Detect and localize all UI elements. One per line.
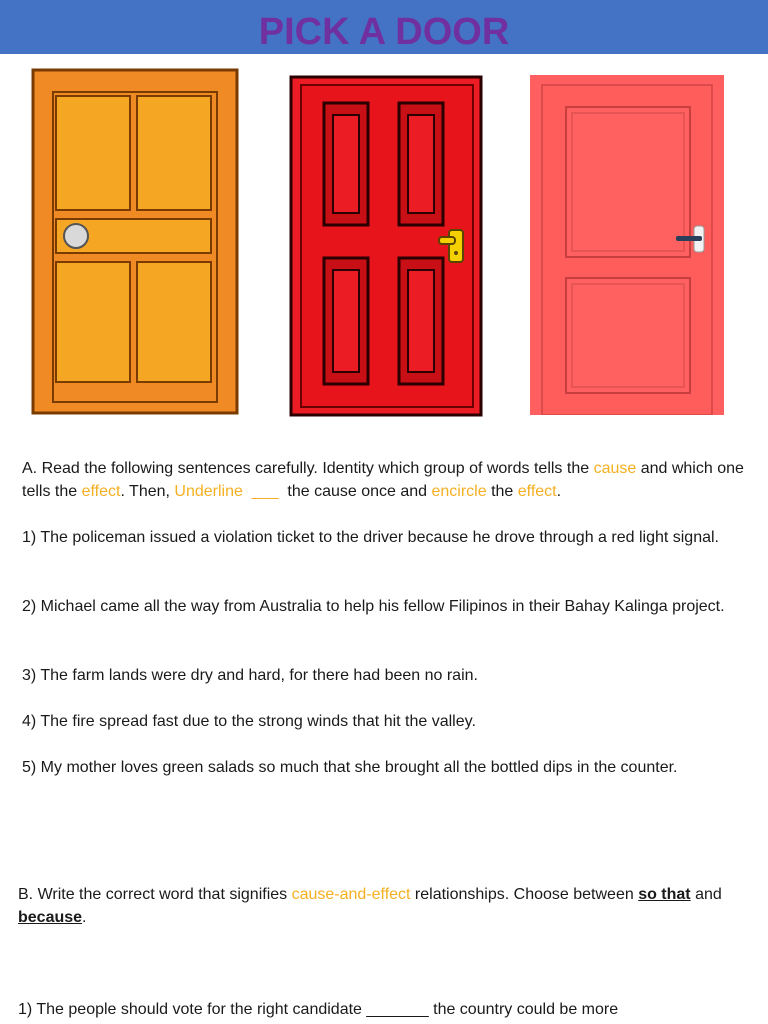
door-panel bbox=[566, 107, 690, 257]
coral-door[interactable] bbox=[530, 75, 724, 415]
list-item: 4) The fire spread fast due to the strong winds that hit the valley. bbox=[22, 713, 476, 730]
page-title: PICK A DOOR bbox=[258, 11, 510, 53]
choice-so-that: so that bbox=[638, 886, 691, 903]
list-item: 5) My mother loves green salads so much that she brought all the bottled dips in the counter. bbox=[22, 759, 678, 776]
door-knob-icon bbox=[64, 224, 88, 248]
list-item: 2) Michael came all the way from Australia to help his fellow Filipinos in their Bahay Kalinga project. bbox=[22, 598, 725, 615]
list-item: 3) The farm lands were dry and hard, for there had been no rain. bbox=[22, 667, 478, 684]
choice-because: because bbox=[18, 909, 83, 926]
highlight-cause-and-effect: cause-and-effect bbox=[291, 886, 411, 903]
blank-line: ___ bbox=[251, 483, 279, 500]
highlight-encircle: encircle bbox=[431, 483, 487, 500]
section-a-instructions: A. Read the following sentences carefully. Identity which group of words tells the cause and which one tells the effect. Then, Underline ___ the cause once and encircle the effect. bbox=[22, 460, 744, 500]
highlight-effect: effect bbox=[81, 483, 121, 500]
door-panel bbox=[137, 96, 211, 210]
orange-door[interactable] bbox=[31, 68, 239, 415]
list-item: 1) The people should vote for the right candidate _______ the country could be more bbox=[18, 1001, 619, 1018]
door-panel bbox=[137, 262, 211, 382]
red-door[interactable] bbox=[289, 75, 483, 417]
door-panel bbox=[56, 262, 130, 382]
door-panel bbox=[56, 96, 130, 210]
highlight-cause: cause bbox=[593, 460, 637, 477]
highlight-effect: effect bbox=[517, 483, 557, 500]
highlight-underline: Underline bbox=[174, 483, 243, 500]
door-panel bbox=[566, 278, 690, 393]
section-b-instructions: B. Write the correct word that signifies cause-and-effect relationships. Choose between so that and because. bbox=[18, 886, 722, 926]
list-item: 1) The policeman issued a violation ticket to the driver because he drove through a red light signal. bbox=[22, 529, 719, 546]
